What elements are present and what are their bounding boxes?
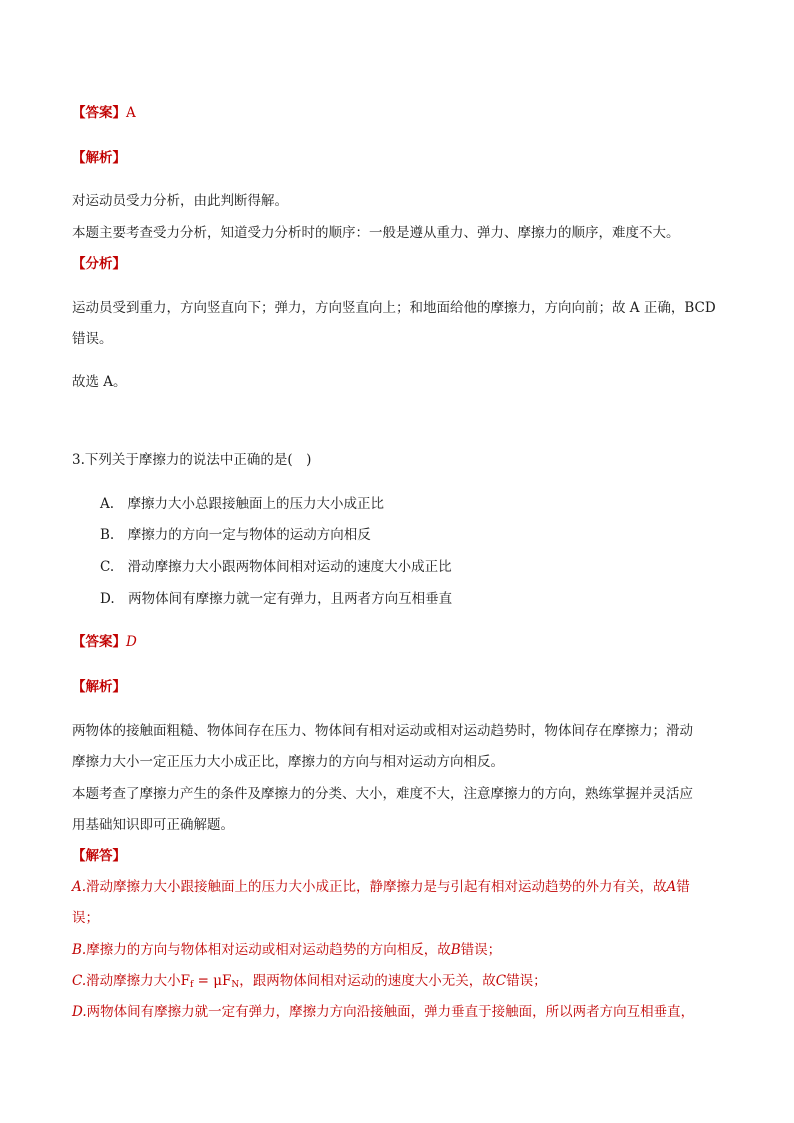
jieda-d-letter: D. [72,1004,87,1020]
jieda-c-text-3: 错误； [506,973,547,989]
answer-value: A [126,105,136,121]
jieda-c-subscript-f: f [190,980,194,990]
jieda-a-letter: A. [72,879,87,895]
jieda-b-letter: B. [72,942,87,958]
q3-answer-row [72,632,137,652]
q3-analysis-line-3: 本题考查了摩擦力产生的条件及摩擦力的分类、大小，难度不大，注意摩擦力的方向，熟练掌握并灵活应 [72,786,693,802]
jieda-c-letter-2: C [495,973,507,989]
q3-jieda-d-line [72,1002,694,1022]
q3-jieda-a-line-2: 误； [72,910,99,926]
q2-analysis-tag [72,148,126,168]
jieda-b-text-2: 错误； [460,942,502,958]
answer-value: D [126,634,137,650]
jieda-a-letter-2: A [666,879,677,895]
q3-option-b: B. 摩擦力的方向一定与物体的运动方向相反 [100,527,371,543]
q2-fenxi-tag [72,254,126,274]
q2-fenxi-line-1: 运动员受到重力，方向竖直向下；弹力，方向竖直向上；和地面给他的摩擦力，方向向前；故 A 正确，BCD [72,300,716,316]
q3-jieda-a-line-1 [72,877,690,897]
q3-analysis-tag [72,677,126,697]
q3-option-d: D. 两物体间有摩擦力就一定有弹力，且两者方向互相垂直 [100,591,453,607]
q3-jieda-tag [72,846,126,866]
q2-conclusion: 故选 A。 [72,374,127,390]
jieda-c-text-2: ，跟两物体间相对运动的速度大小无关，故 [239,973,496,989]
fenxi-tag: 【分析】 [72,256,126,272]
jieda-c-letter: C. [72,973,87,989]
jieda-tag: 【解答】 [72,848,126,864]
q3-option-c: C. 滑动摩擦力大小跟两物体间相对运动的速度大小成正比 [100,559,452,575]
jieda-b-letter-2: B [450,942,461,958]
jieda-a-text: 滑动摩擦力大小跟接触面上的压力大小成正比，静摩擦力是与引起有相对运动趋势的外力有关，故 [86,879,667,895]
q2-answer-row [72,103,136,123]
jieda-c-text: 滑动摩擦力大小F [86,973,191,989]
analysis-tag: 【解析】 [72,679,126,695]
jieda-c-equation: = μF [193,973,232,989]
analysis-tag: 【解析】 [72,150,126,166]
answer-tag: 【答案】 [72,634,126,650]
answer-tag: 【答案】 [72,105,126,121]
q2-analysis-line-1: 对运动员受力分析，由此判断得解。 [72,193,288,209]
jieda-a-text-2: 错 [676,879,690,895]
q3-jieda-c-line [72,971,547,995]
jieda-c-subscript-n: N [231,980,240,990]
q3-stem: 3.下列关于摩擦力的说法中正确的是( ) [72,452,312,468]
q3-jieda-b-line [72,940,501,960]
jieda-b-text: 摩擦力的方向与物体相对运动或相对运动趋势的方向相反，故 [86,942,451,958]
q3-analysis-line-2: 摩擦力大小一定正压力大小成正比，摩擦力的方向与相对运动方向相反。 [72,754,504,770]
q3-option-a: A. 摩擦力大小总跟接触面上的压力大小成正比 [100,496,385,512]
q3-analysis-line-4: 用基础知识即可正确解题。 [72,817,234,833]
jieda-d-text: 两物体间有摩擦力就一定有弹力，摩擦力方向沿接触面，弹力垂直于接触面，所以两者方向互相垂直， [86,1004,695,1020]
q3-analysis-line-1: 两物体的接触面粗糙、物体间存在压力、物体间有相对运动或相对运动趋势时，物体间存在摩擦力；滑动 [72,723,693,739]
q2-analysis-line-2: 本题主要考查受力分析，知道受力分析时的顺序：一般是遵从重力、弹力、摩擦力的顺序，难度不大。 [72,225,680,241]
q2-fenxi-line-2: 错误。 [72,331,113,347]
